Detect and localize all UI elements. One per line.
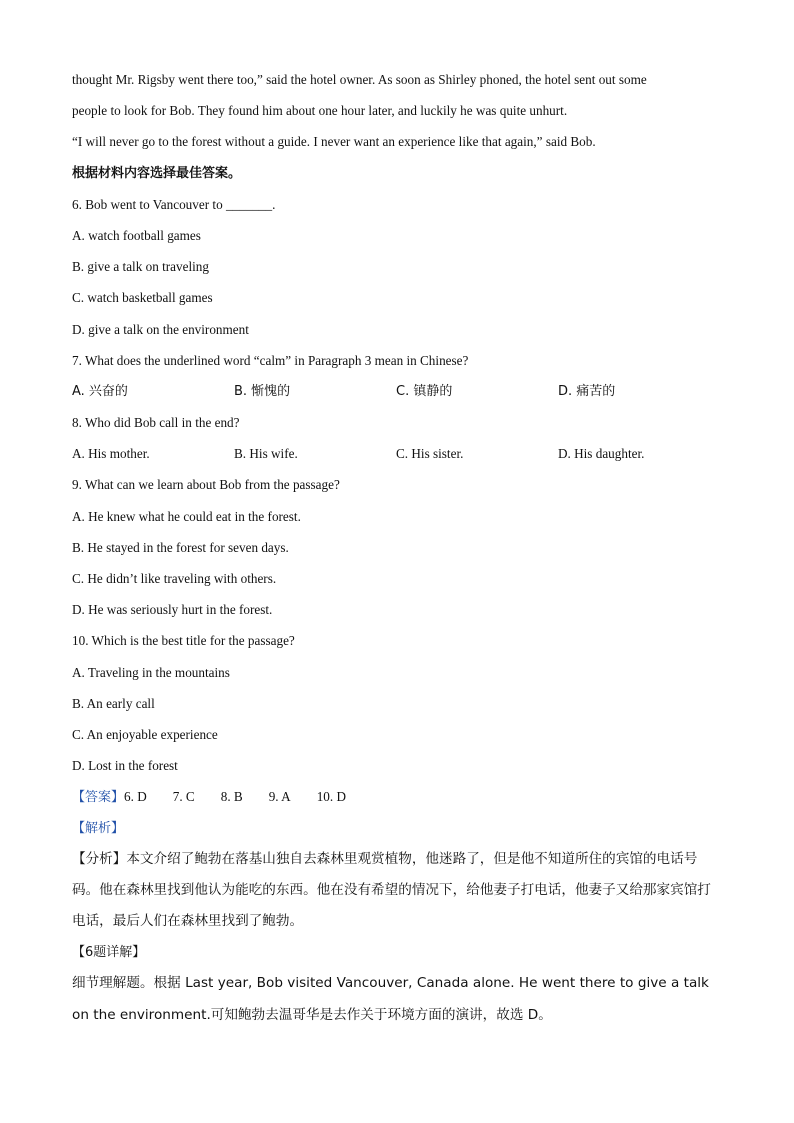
answer-key bbox=[72, 781, 722, 812]
question-8-option-c: C. His sister. bbox=[396, 446, 464, 462]
question-8-options bbox=[72, 438, 722, 469]
question-6-option-c: C. watch basketball games bbox=[72, 290, 213, 306]
question-9-option-c: C. He didn’t like traveling with others. bbox=[72, 571, 277, 586]
question-7-option-a: A. 兴奋的 bbox=[72, 383, 128, 399]
question-10-option-b: B. An early call bbox=[72, 695, 155, 711]
question-7-option-b: B. 惭愧的 bbox=[234, 383, 291, 399]
question-8-option-d: D. His daughter. bbox=[558, 446, 645, 462]
question-6-stem: 6. Bob went to Vancouver to _______. bbox=[72, 196, 276, 212]
passage-line-3: “I will never go to the forest without a guide. I never want an experience like that again,” said Bob. bbox=[72, 134, 596, 150]
question-10-option-d: D. Lost in the forest bbox=[72, 758, 178, 774]
analysis-summary-label: 【分析】 bbox=[72, 850, 127, 867]
analysis-summary-text: 本文介绍了鲍勃在落基山独自去森林里观赏植物，他迷路了，但是他不知道所住的宾馆的电话号码。他在森林里找到他认为能吃的东西。他在没有希望的情况下，给他妻子打电话，他妻子又给那家宾馆打电话，最后人们在森林里找到了鲍勃。 bbox=[72, 850, 711, 930]
question-8-option-b: B. His wife. bbox=[234, 446, 298, 462]
question-7-stem: 7. What does the underlined word “calm” in Paragraph 3 mean in Chinese? bbox=[72, 352, 469, 368]
instruction-heading: 根据材料内容选择最佳答案。 bbox=[72, 165, 242, 181]
answer-item: 10. D bbox=[316, 789, 346, 805]
answer-item: 6. D bbox=[124, 789, 147, 805]
question-8-stem: 8. Who did Bob call in the end? bbox=[72, 415, 240, 431]
analysis-summary bbox=[72, 844, 722, 938]
question-10-stem: 10. Which is the best title for the passage? bbox=[72, 633, 295, 649]
question-6-option-b: B. give a talk on traveling bbox=[72, 259, 209, 275]
document-page bbox=[72, 64, 722, 1031]
answer-item: 7. C bbox=[172, 789, 195, 805]
question-10-option-a: A. Traveling in the mountains bbox=[72, 664, 230, 680]
question-7-option-c: C. 镇静的 bbox=[396, 383, 453, 399]
question-10-option-c: C. An enjoyable experience bbox=[72, 726, 218, 742]
answer-label: 【答案】 bbox=[72, 790, 125, 806]
question-9-option-b: B. He stayed in the forest for seven days. bbox=[72, 539, 289, 555]
question-8-option-a: A. His mother. bbox=[72, 446, 150, 462]
answer-item: 8. B bbox=[220, 789, 243, 805]
question-7-options bbox=[72, 376, 722, 407]
question-9-option-a: A. He knew what he could eat in the forest. bbox=[72, 508, 301, 524]
detail-explanation: 细节理解题。根据 Last year, Bob visited Vancouver, Canada alone. He went there to give a talk on the environment.可知鲍勃去温哥华是去作关于环境方面的演讲，故选 D。 bbox=[72, 975, 709, 1023]
question-9-option-d: D. He was seriously hurt in the forest. bbox=[72, 602, 273, 618]
answer-item: 9. A bbox=[268, 789, 291, 805]
passage-line-2: people to look for Bob. They found him about one hour later, and luckily he was quite unhurt. bbox=[72, 103, 568, 119]
passage-line-1: thought Mr. Rigsby went there too,” said the hotel owner. As soon as Shirley phoned, the hotel sent out some bbox=[72, 72, 647, 87]
detail-label: 【6题详解】 bbox=[72, 945, 146, 961]
question-6-option-a: A. watch football games bbox=[72, 227, 201, 243]
analysis-label: 【解析】 bbox=[72, 820, 125, 836]
question-9-stem: 9. What can we learn about Bob from the passage? bbox=[72, 477, 340, 493]
question-6-option-d: D. give a talk on the environment bbox=[72, 321, 249, 337]
question-7-option-d: D. 痛苦的 bbox=[558, 383, 616, 399]
